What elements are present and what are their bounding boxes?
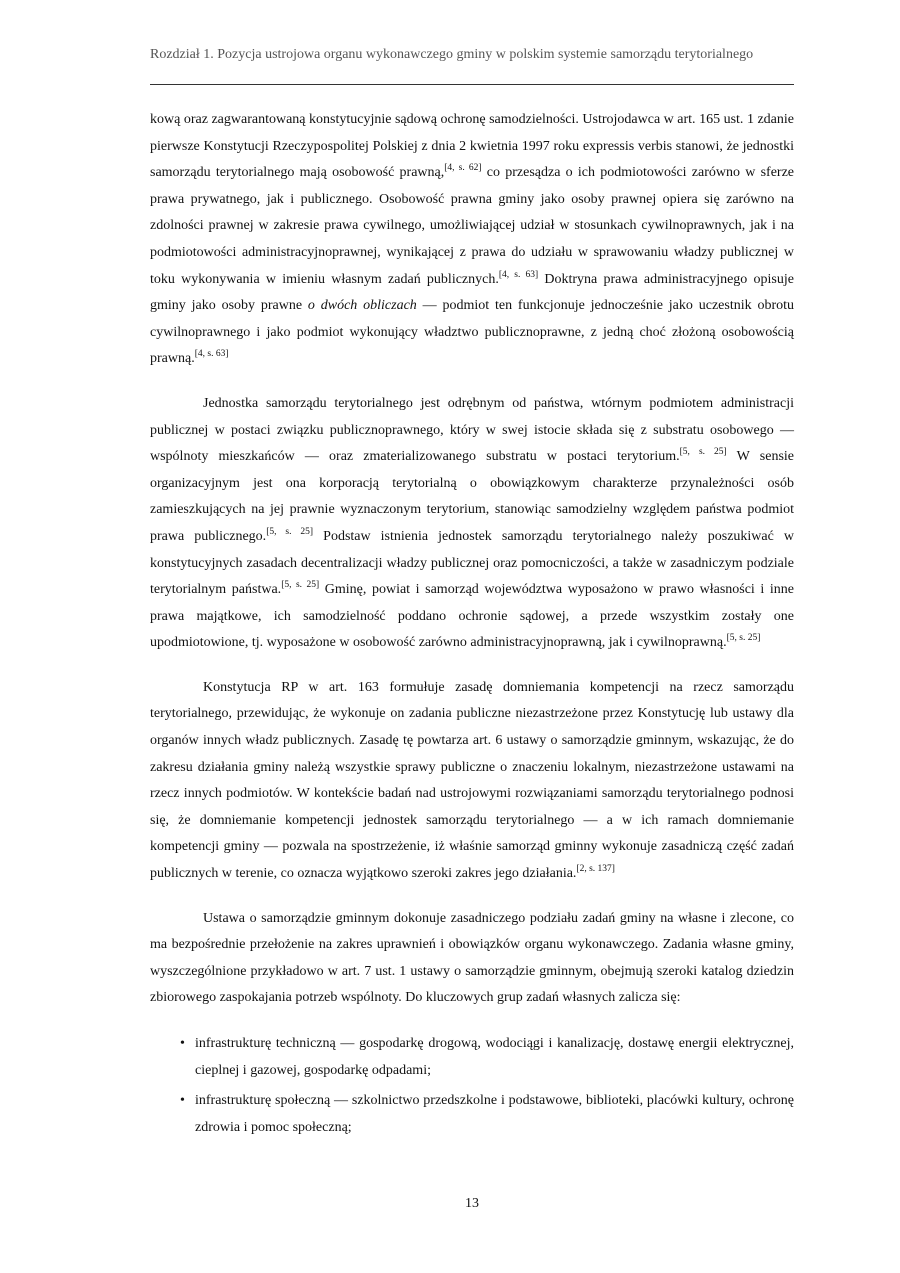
- paragraph-text: co przesądza o ich podmiotowości zarówno w sferze prawa prywatnego, jak i publicznego. Osobowość prawna gminy jako osoby prawnej opiera się zarówno na zdolności prawnej w zakresie prawa cywilnego, umożliwiającej udział w stosunkach cywilnoprawnych, jak i na podmiotowości administracyjnoprawnej, wynikającej z prawa do udziału w sprawowaniu władzy publicznej w toku wykonywania w imieniu własnym zadań publicznych.: [150, 165, 795, 287]
- emphasized-phrase: o dwóch obliczach: [307, 298, 417, 314]
- citation-ref: [5, s. 25]: [726, 633, 761, 644]
- citation-ref: [5, s. 25]: [281, 580, 320, 591]
- running-header: Rozdział 1. Pozycja ustrojowa organu wykonawczego gminy w polskim systemie samorządu terytorialnego: [150, 47, 754, 62]
- paragraph-text: Ustawa o samorządzie gminnym dokonuje zasadniczego podziału zadań gminy na własne i zlecone, co ma bezpośrednie przełożenie na zakres uprawnień i obowiązków organu wykonawczego. Zadania własne gminy, wyszczególnione przykładowo w art. 7 ust. 1 ustawy o samorządzie gminnym, obejmują szeroki katalog dziedzin zbiorowego zaspokajania potrzeb wspólnoty. Do kluczowych grup zadań własnych zalicza się:: [150, 910, 794, 1006]
- paragraph-2: [150, 391, 794, 657]
- citation-ref: [5, s. 25]: [679, 447, 727, 458]
- bullet-marker: •: [180, 1036, 185, 1051]
- citation-ref: [4, s. 63]: [498, 269, 539, 280]
- paragraph-text: Gminę, powiat i samorząd województwa wyposażono w prawo własności i inne prawa majątkowe, ich samodzielność poddano ochronie sądowej, a przede wszystkim zostały one upodmiotowione, tj. wyposażone w osobowość zarówno administracyjnoprawną, jak i cywilnoprawną.: [150, 582, 795, 651]
- paragraph-text: Konstytucja RP w art. 163 formułuje zasadę domniemania kompetencji na rzecz samorządu terytorialnego, przewidując, że wykonuje on zadania publiczne niezastrzeżone przez Konstytucję lub ustawy dla organów innych władz publicznych. Zasadę tę powtarza art. 6 ustawy o samorządzie gminnym, wskazując, że do zakresu działania gminy należą wszystkie sprawy publiczne o znaczeniu lokalnym, niezastrzeżone ustawami na rzecz innych podmiotów. W kontekście badań nad ustrojowymi rozwiązaniami samorządu terytorialnego podnosi się, że domniemanie kompetencji jednostek samorządu terytorialnego — a w ich ramach domniemanie kompetencji gminy — pozwala na spostrzeżenie, iż właśnie samorząd gminny wykonuje zasadniczą część zadań publicznych w terenie, co oznacza wyjątkowo szeroki zakres jego działania.: [150, 679, 794, 882]
- paragraph-text: kową oraz zagwarantowaną konstytucyjnie sądową ochronę samodzielności. Ustrojodawca w art. 165 ust. 1 zdanie pierwsze Konstytucji Rzeczypospolitej Polskiej z dnia 2 kwietnia 1997 roku expressis verbis stanowi, że jednostki samorządu terytorialnego mają osobowość prawną,: [150, 112, 794, 181]
- citation-ref: [4, s. 62]: [444, 163, 482, 174]
- paragraph-1: [150, 107, 794, 373]
- paragraph-text: Podstaw istnienia jednostek samorządu terytorialnego należy poszukiwać w konstytucyjnych zasadach decentralizacji władzy publicznej oraz pomocniczości, a także w zasadniczym podziale terytorialnym państwa.: [150, 528, 795, 598]
- paragraph-text: Jednostka samorządu terytorialnego jest odrębnym od państwa, wtórnym podmiotem administracji publicznej w postaci związku publicznoprawnego, który w swej istocie składa się z substratu osobowego — wspólnoty mieszkańców — oraz zmaterializowanego substratu w postaci terytorium.: [150, 395, 794, 465]
- list-item-text: infrastrukturę społeczną — szkolnictwo przedszkolne i podstawowe, biblioteki, placówki kultury, ochronę zdrowia i pomoc społeczną;: [195, 1093, 794, 1135]
- paragraph-text: W sensie organizacyjnym jest ona korporacją terytorialną o obowiązkowym charakterze przynależności osób zamieszkujących na jej prawnie wyznaczonym terytorium, stanowiąc samodzielny względem państwa podmiot prawa publicznego.: [150, 449, 794, 544]
- page-body: [150, 107, 794, 1145]
- list-item-text: infrastrukturę techniczną — gospodarkę drogową, wodociągi i kanalizację, dostawę energii elektrycznej, cieplnej i gazowej, gospodarkę odpadami;: [195, 1036, 794, 1078]
- citation-ref: [4, s. 63]: [194, 349, 229, 360]
- list-item: [180, 1031, 794, 1084]
- list-item: [180, 1088, 794, 1141]
- citation-ref: [5, s. 25]: [266, 526, 314, 537]
- citation-ref: [2, s. 137]: [576, 864, 615, 875]
- header-rule: [150, 84, 794, 85]
- bullet-marker: •: [180, 1093, 185, 1109]
- paragraph-4: [150, 906, 794, 1012]
- task-list: [150, 1031, 794, 1141]
- paragraph-text: — podmiot ten funkcjonuje jednocześnie jako uczestnik obrotu cywilnoprawnego i jako podmiot wykonujący władztwo publicznoprawne, z jedną choć złożoną osobowością prawną.: [150, 298, 794, 367]
- page-number: 13: [465, 1196, 479, 1211]
- paragraph-text: Doktryna prawa administracyjnego opisuje gminy jako osoby prawne: [150, 271, 794, 314]
- paragraph-3: [150, 675, 794, 888]
